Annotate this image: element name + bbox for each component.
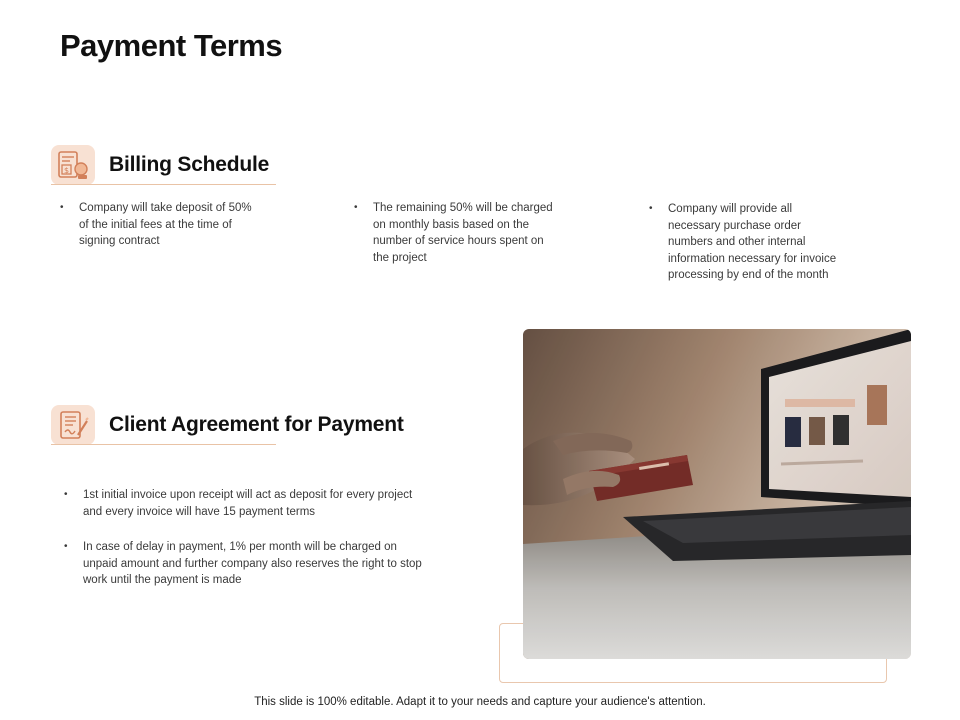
- billing-divider: [51, 184, 276, 185]
- list-item: • 1st initial invoice upon receipt will act as deposit for every project and every invoice will have 15 payment terms: [64, 487, 424, 520]
- page-title: Payment Terms: [60, 28, 283, 63]
- billing-column-2: [354, 200, 560, 266]
- svg-text:$: $: [64, 166, 70, 175]
- agreement-divider: [51, 444, 276, 445]
- agreement-list: [64, 487, 424, 589]
- billing-schedule-title: Billing Schedule: [109, 153, 270, 176]
- billing-column-3: [649, 201, 845, 284]
- list-item: • In case of delay in payment, 1% per month will be charged on unpaid amount and further company also reserves the right to stop work until the payment is made: [64, 539, 424, 589]
- list-item: • Company will provide all necessary purchase order numbers and other internal information necessary for invoice processing by end of the month: [649, 201, 845, 284]
- list-item: • Company will take deposit of 50% of the initial fees at the time of signing contract: [60, 200, 260, 250]
- list-item: • The remaining 50% will be charged on monthly basis based on the number of service hours spent on the project: [354, 200, 560, 266]
- hand-credit-card-laptop-photo: [523, 329, 911, 659]
- billing-schedule-header: [51, 145, 269, 185]
- client-agreement-header: [51, 405, 404, 445]
- invoice-dollar-icon: [51, 145, 95, 185]
- signed-contract-icon: [51, 405, 95, 445]
- billing-column-1: [60, 200, 260, 250]
- client-agreement-title: Client Agreement for Payment: [109, 413, 404, 436]
- footer-note: This slide is 100% editable. Adapt it to your needs and capture your audience's attention.: [254, 696, 706, 708]
